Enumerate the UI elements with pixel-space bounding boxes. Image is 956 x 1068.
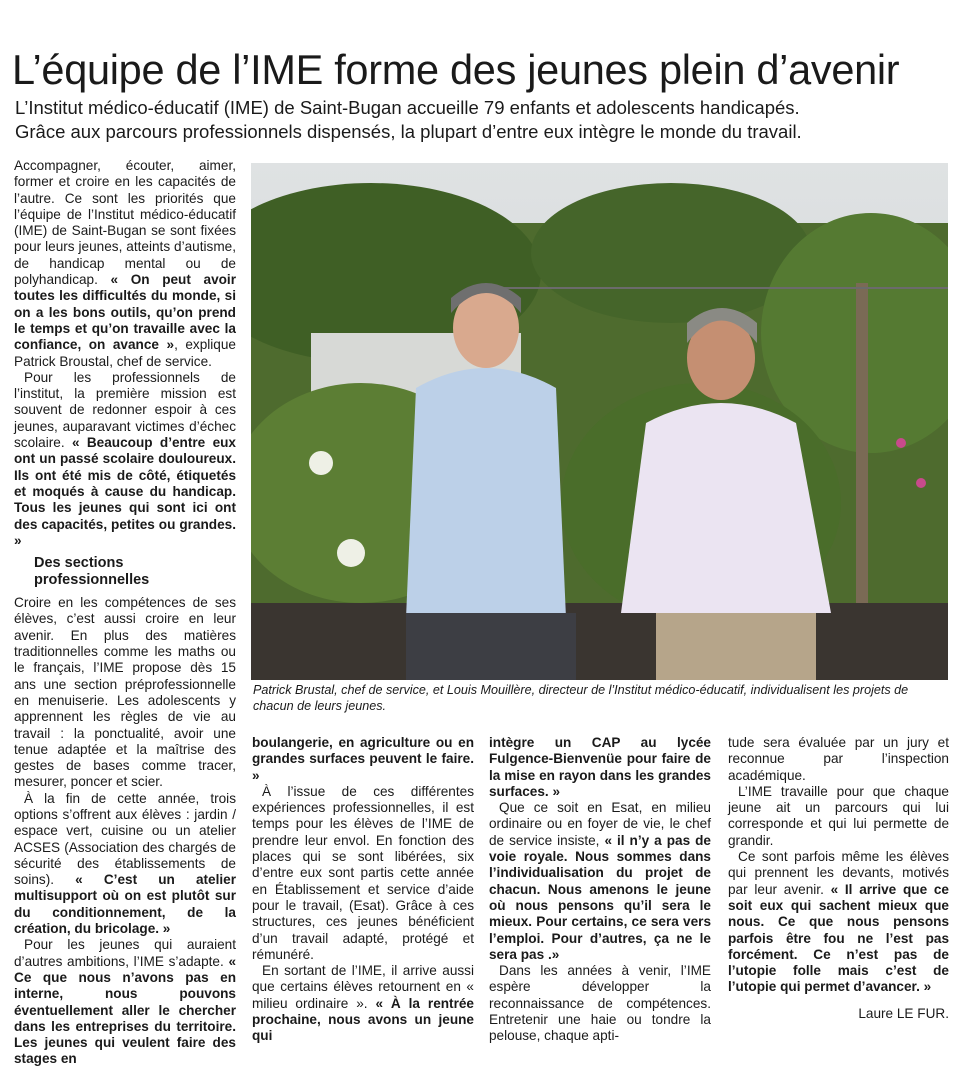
paragraph: Croire en les compétences de ses élèves, c’est aussi croire en leur avenir. En plus des matières traditionnelles comme les maths ou le français, l’IME propose dès 15 ans une section préprofessionnelle en menuiserie. Les adolescents y apprennent les règles de vie au travail : la ponctualité, avoir une tenue adaptée et la maîtrise des gestes de bases comme tracer, mesurer, poncer et scier. — [14, 595, 236, 790]
paragraph: Ce sont parfois même les élèves qui prennent les devants, motivés par leur avenir. « Il arrive que ce soit eux qui sachent mieux que nous. Ce que nous pensons parfois être fou ne l’est pas forcément. Ce n’est pas de l’utopie folle mais c’est de l’utopie qui permet d’avancer. » — [728, 849, 949, 995]
text-column-3 — [489, 735, 711, 1045]
paragraph: Accompagner, écouter, aimer, former et croire en les capacités de l’autre. Ce sont les priorités que l’équipe de l’Institut médico-éducatif (IME) de Saint-Bugan se sont fixées pour leurs jeunes, atteints d’autisme, de handicap mental ou de polyhandicap. « On peut avoir toutes les difficultés du monde, si on a les bons outils, qu’on prend le temps et qu’on travaille avec la confiance, on avance », explique Patrick Broustal, chef de service. — [14, 158, 236, 369]
article-deck — [15, 96, 950, 144]
deck-line-1: L’Institut médico-éducatif (IME) de Saint-Bugan accueille 79 enfants et adolescents handicapés. — [15, 97, 800, 118]
paragraph: tude sera évaluée par un jury et reconnue par l’inspection académique. — [728, 735, 949, 783]
photo-caption: Patrick Brustal, chef de service, et Louis Mouillère, directeur de l’Institut médico-éducatif, individualisent les projets de chacun de leurs jeunes. — [253, 683, 909, 713]
article-photo — [251, 163, 948, 680]
paragraph: Que ce soit en Esat, en milieu ordinaire ou en foyer de vie, le chef de service insiste, « il n’y a pas de voie royale. Nous sommes dans l’individualisation du projet de chacun. Nous amenons le jeune où nous pensons qu’il sera le mieux. Pour certains, ce sera vers l’emploi. Pour d’autres, ça ne le sera pas .» — [489, 800, 711, 962]
paragraph: boulangerie, en agriculture ou en grandes surfaces peuvent le faire. » — [252, 735, 474, 783]
author-byline: Laure LE FUR. — [858, 1005, 949, 1021]
paragraph: En sortant de l’IME, il arrive aussi que certains élèves retournent en « milieu ordinaire ». « À la rentrée prochaine, nous avons un jeune qui — [252, 963, 474, 1044]
paragraph: Pour les professionnels de l’institut, la première mission est souvent de redonner espoir à ces jeunes, auparavant victimes d’échec scolaire. « Beaucoup d’entre eux ont un passé scolaire douloureux. Ils ont été mis de côté, étiquetés et moqués à cause du handicap. Tous les jeunes qui sont ici ont des capacités, petites ou grandes. » — [14, 369, 236, 548]
text-column-4 — [728, 735, 949, 1022]
deck-line-2: Grâce aux parcours professionnels dispensés, la plupart d’entre eux intègre le monde du travail. — [15, 121, 802, 142]
paragraph: Dans les années à venir, l’IME espère développer la reconnaissance de compétences. Entretenir une haie ou tondre la pelouse, chaque apti- — [489, 963, 711, 1044]
article-headline: L’équipe de l’IME forme des jeunes plein d’avenir — [12, 46, 900, 93]
paragraph: Pour les jeunes qui auraient d’autres ambitions, l’IME s’adapte. « Ce que nous n’avons pas en interne, nous pouvons éventuellement aller le chercher dans les entreprises du territoire. Les jeunes qui veulent faire des stages en — [14, 937, 236, 1067]
paragraph: À l’issue de ces différentes expériences professionnelles, il est temps pour les élèves de l’IME de prendre leur envol. En fonction des places qui se sont libérées, six d’entre eux sont partis cette année en Établissement et service d’aide pour le travail, (Esat). Grâce à ces structures, ces jeunes bénéficient d’un travail adapté, protégé et rémunéré. — [252, 783, 474, 962]
paragraph: intègre un CAP au lycée Fulgence-Bienvenüe pour faire de la mise en rayon dans les grandes surfaces. » — [489, 735, 711, 799]
paragraph: L’IME travaille pour que chaque jeune ait un parcours qui lui corresponde et qui lui permette de grandir. — [728, 783, 949, 848]
text-column-2 — [252, 735, 474, 1045]
section-subhead: Des sections professionnelles — [34, 555, 150, 589]
text-column-1 — [14, 158, 236, 1068]
photo-illustration — [251, 163, 948, 680]
paragraph: À la fin de cette année, trois options s’offrent aux élèves : jardin / espace vert, cuisine ou un atelier ACSES (Association des chargés de sécurité des établissements de soins). « C’est un atelier multisupport où on est plutôt sur du conditionnement, de la création, du bricolage. » — [14, 790, 236, 937]
